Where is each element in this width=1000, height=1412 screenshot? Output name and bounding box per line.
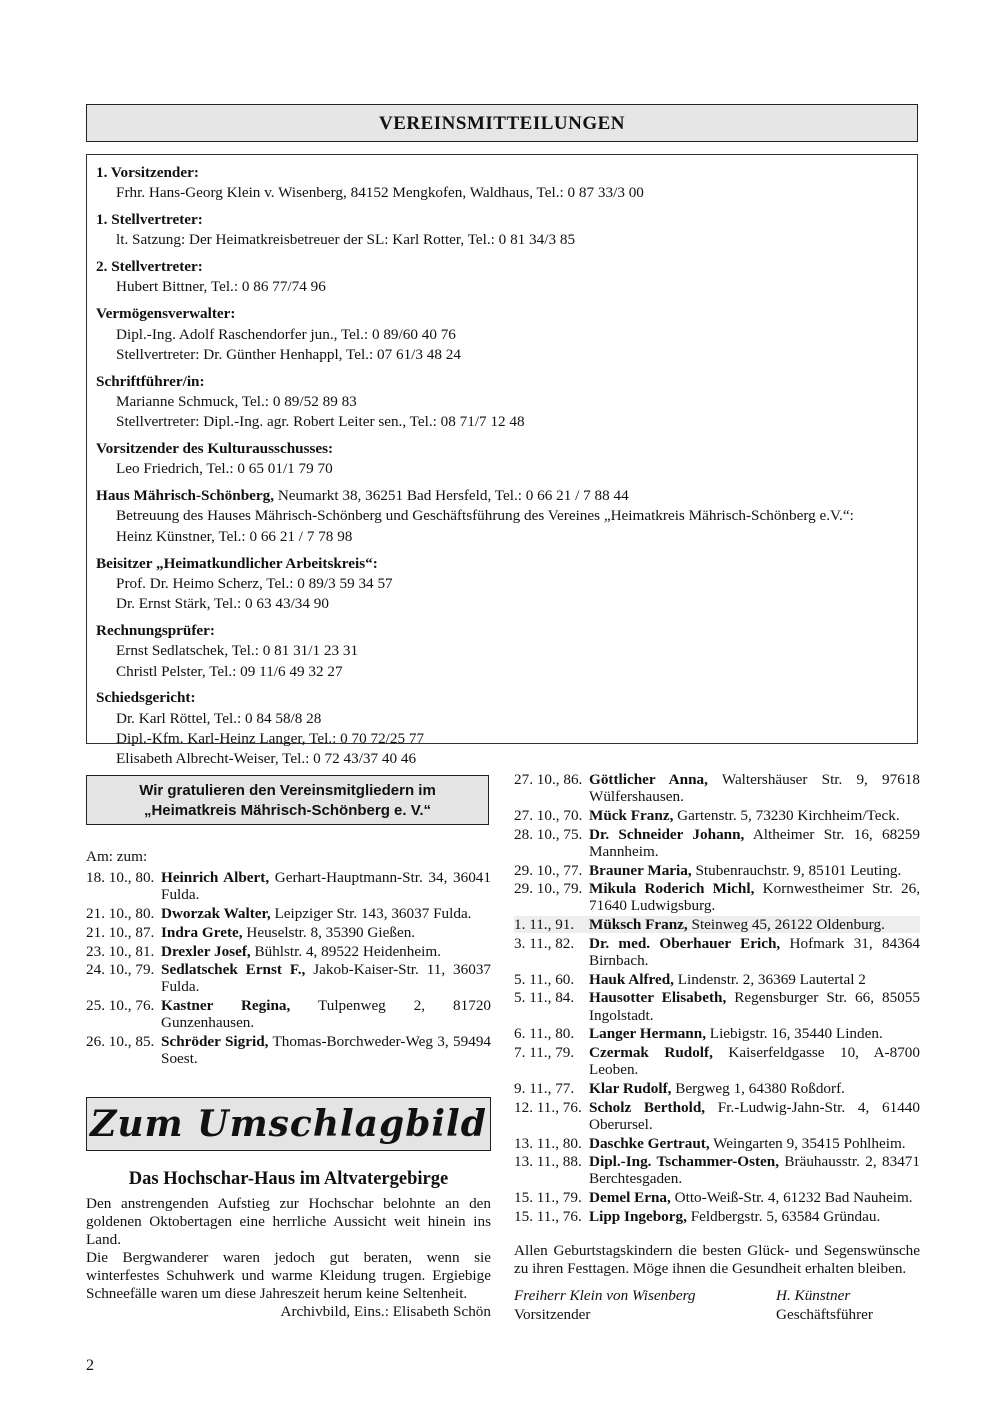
birthday-row bbox=[514, 1080, 920, 1097]
birthday-date: 13. 11., 80. bbox=[514, 1134, 582, 1152]
birthday-entry bbox=[589, 771, 920, 805]
officer-title-line bbox=[96, 554, 906, 574]
birthday-date: 23. 10., 81. bbox=[86, 942, 155, 960]
birthday-date: 28. 10., 75. bbox=[514, 825, 583, 843]
birthday-name: Lipp Ingeborg, bbox=[589, 1207, 687, 1225]
birthday-address: Stubenrauchstr. 9, 85101 Leuting. bbox=[691, 861, 902, 879]
birthday-address: Heuselstr. 8, 35390 Gießen. bbox=[242, 923, 416, 941]
birthday-address: Steinweg 45, 26122 Oldenburg. bbox=[687, 916, 885, 934]
birthday-name: Heinrich Albert, bbox=[161, 869, 270, 887]
officer-section bbox=[96, 304, 906, 365]
birthday-address: Otto-Weiß-Str. 4, 61232 Bad Nauheim. bbox=[670, 1189, 913, 1207]
birthday-row bbox=[86, 997, 491, 1031]
officer-section bbox=[96, 486, 906, 547]
officer-line: Dr. Karl Röttel, Tel.: 0 84 58/8 28 bbox=[116, 709, 322, 727]
officer-section bbox=[96, 554, 906, 615]
birthday-address: Thomas-Borchweder-Weg 3, 59494 Soest. bbox=[161, 1033, 492, 1068]
birthday-row bbox=[86, 869, 491, 903]
birthday-date: 26. 10., 85. bbox=[86, 1033, 155, 1051]
officer-title-line bbox=[96, 372, 906, 392]
cover-heading-box bbox=[86, 1097, 491, 1151]
birthday-name: Dr. Schneider Johann, bbox=[589, 825, 745, 843]
birthday-row bbox=[514, 1189, 920, 1206]
am-zum-label: Am: zum: bbox=[86, 848, 148, 865]
birthday-date: 3. 11., 82. bbox=[514, 934, 575, 952]
birthday-entry bbox=[161, 943, 491, 960]
birthday-list-left bbox=[86, 848, 491, 1069]
birthday-name: Klar Rudolf, bbox=[589, 1079, 672, 1097]
birthday-name: Daschke Gertraut, bbox=[589, 1134, 710, 1152]
birthday-name: Dr. med. Oberhauer Erich, bbox=[589, 934, 781, 952]
birthday-entry bbox=[589, 1025, 920, 1042]
birthday-name: Mück Franz, bbox=[589, 806, 674, 824]
birthday-name: Schröder Sigrid, bbox=[161, 1033, 269, 1051]
officer-title-line bbox=[96, 257, 906, 277]
birthday-entry bbox=[161, 924, 491, 941]
birthday-name: Mikula Roderich Michl, bbox=[589, 880, 755, 898]
birthday-row bbox=[514, 1099, 920, 1133]
officer-line: Ernst Sedlatschek, Tel.: 0 81 31/1 23 31 bbox=[116, 642, 359, 660]
birthday-entry bbox=[589, 935, 920, 969]
birthday-entry bbox=[589, 826, 920, 860]
officer-line: Christl Pelster, Tel.: 09 11/6 49 32 27 bbox=[116, 662, 343, 680]
birthday-entry bbox=[161, 1033, 491, 1067]
birthday-row bbox=[86, 905, 491, 922]
birthday-row bbox=[86, 961, 491, 995]
birthday-entry bbox=[589, 807, 920, 824]
birthday-name: Göttlicher Anna, bbox=[589, 771, 708, 788]
officer-section bbox=[96, 688, 906, 769]
birthday-entry bbox=[589, 1044, 920, 1078]
birthday-address: Hofmark 31, 84364 Birnbach. bbox=[589, 934, 920, 970]
birthday-address: Gerhart-Hauptmann-Str. 34, 36041 Fulda. bbox=[161, 869, 491, 904]
cover-paragraph-2: Die Bergwanderer waren jedoch gut beraten, wenn sie winterfestes Schuhwerk und warme Kleidung trugen. Ergiebige Schneefälle waren um diese Jahreszeit herum keine Seltenheit. bbox=[86, 1249, 491, 1302]
signature-left-role: Vorsitzender bbox=[514, 1305, 591, 1323]
closing-text: Allen Geburtstagskindern die besten Glück- und Segenswünsche zu ihren Festtagen. Möge ihnen die Gesundheit erhalten bleiben. bbox=[514, 1242, 920, 1277]
officer-title: 2. Stellvertreter: bbox=[96, 258, 203, 276]
birthday-date: 5. 11., 84. bbox=[514, 989, 575, 1007]
birthday-entry bbox=[589, 971, 920, 988]
birthday-name: Müksch Franz, bbox=[589, 916, 688, 934]
birthday-date: 27. 10., 86. bbox=[514, 771, 583, 788]
congrats-box bbox=[86, 775, 489, 825]
officer-title: 1. Vorsitzender: bbox=[96, 164, 199, 181]
birthday-row bbox=[514, 771, 920, 805]
page-number: 2 bbox=[86, 1357, 94, 1374]
birthday-date: 29. 10., 77. bbox=[514, 861, 583, 879]
birthday-row bbox=[514, 1153, 920, 1187]
birthday-name: Czermak Rudolf, bbox=[589, 1044, 713, 1062]
birthday-address: Bergweg 1, 64380 Roßdorf. bbox=[671, 1079, 845, 1097]
congrats-line-1: Wir gratulieren den Vereinsmitgliedern im bbox=[139, 782, 436, 799]
birthday-entry bbox=[161, 997, 491, 1031]
birthday-date: 18. 10., 80. bbox=[86, 869, 155, 887]
birthday-row bbox=[86, 943, 491, 960]
officer-title-line bbox=[96, 621, 906, 641]
birthday-address: Fr.-Ludwig-Jahn-Str. 4, 61440 Oberursel. bbox=[589, 1098, 920, 1133]
birthday-entry bbox=[161, 961, 491, 995]
birthday-name: Scholz Berthold, bbox=[589, 1098, 706, 1116]
officer-line: Stellvertreter: Dr. Günther Henhappl, Tel.: 07 61/3 48 24 bbox=[116, 345, 461, 363]
birthday-entry bbox=[589, 1099, 920, 1133]
birthday-date: 6. 11., 80. bbox=[514, 1025, 575, 1043]
birthday-row bbox=[514, 807, 920, 824]
officer-section bbox=[96, 621, 906, 682]
birthday-row bbox=[514, 862, 920, 879]
birthday-entry bbox=[589, 1189, 920, 1206]
officer-section bbox=[96, 372, 906, 433]
cover-credit: Archivbild, Eins.: Elisabeth Schön bbox=[280, 1303, 491, 1320]
birthday-row bbox=[514, 1135, 920, 1152]
officer-section bbox=[96, 257, 906, 298]
officer-section bbox=[96, 210, 906, 251]
birthday-list-right bbox=[514, 771, 920, 1227]
officer-line: Elisabeth Albrecht-Weiser, Tel.: 0 72 43/37 40 46 bbox=[116, 750, 417, 768]
officer-title: Vermögensverwalter: bbox=[96, 305, 236, 323]
birthday-name: Langer Hermann, bbox=[589, 1025, 706, 1043]
birthday-address: Kornwestheimer Str. 26, 71640 Ludwigsburg. bbox=[589, 880, 921, 915]
birthday-date: 25. 10., 76. bbox=[86, 997, 155, 1015]
section-header-box bbox=[86, 104, 918, 142]
officer-title-line bbox=[96, 210, 906, 230]
birthday-row bbox=[86, 924, 491, 941]
birthday-address: Altheimer Str. 16, 68259 Mannheim. bbox=[589, 825, 920, 860]
cover-paragraph-1: Den anstrengenden Aufstieg zur Hochschar belohnte an den goldenen Oktobertagen eine herrliche Aussicht weit hinein ins Land. bbox=[86, 1195, 491, 1248]
birthday-address: Weingarten 9, 35415 Pohlheim. bbox=[709, 1134, 906, 1152]
officer-title-line bbox=[96, 486, 906, 506]
section-title: VEREINSMITTEILUNGEN bbox=[379, 113, 625, 134]
birthday-address: Feldbergstr. 5, 63584 Gründau. bbox=[686, 1207, 881, 1225]
birthday-entry bbox=[161, 905, 491, 922]
birthday-date: 24. 10., 79. bbox=[86, 961, 155, 979]
officer-title-line bbox=[96, 163, 906, 183]
officer-title: Beisitzer „Heimatkundlicher Arbeitskreis“: bbox=[96, 554, 378, 572]
officer-line: Frhr. Hans-Georg Klein v. Wisenberg, 84152 Mengkofen, Waldhaus, Tel.: 0 87 33/3 00 bbox=[116, 184, 644, 202]
birthday-row bbox=[514, 826, 920, 860]
birthday-row bbox=[514, 880, 920, 914]
birthday-entry bbox=[589, 916, 920, 933]
signature-left-name: Freiherr Klein von Wisenberg bbox=[514, 1287, 696, 1304]
officer-title: Haus Mährisch-Schönberg, bbox=[96, 487, 275, 505]
birthday-row bbox=[514, 916, 920, 933]
officer-line: Heinz Künstner, Tel.: 0 66 21 / 7 78 98 bbox=[116, 527, 353, 545]
congrats-line-2: „Heimatkreis Mährisch-Schönberg e. V.“ bbox=[143, 802, 432, 819]
cover-title: Das Hochschar-Haus im Altvatergebirge bbox=[128, 1169, 449, 1189]
birthday-address: Tulpenweg 2, 81720 Gunzenhausen. bbox=[161, 997, 492, 1032]
birthday-date: 5. 11., 60. bbox=[514, 970, 575, 988]
officer-title-line bbox=[96, 439, 906, 459]
birthday-date: 7. 11., 79. bbox=[514, 1044, 575, 1062]
birthday-name: Dipl.-Ing. Tschammer-Osten, bbox=[589, 1153, 780, 1171]
birthday-date: 15. 11., 76. bbox=[514, 1207, 582, 1225]
birthday-row bbox=[86, 1033, 491, 1067]
birthday-entry bbox=[589, 1208, 920, 1225]
birthday-date: 29. 10., 79. bbox=[514, 880, 583, 898]
birthday-row bbox=[514, 1044, 920, 1078]
birthday-address: Waltershäuser Str. 9, 97618 Wülfershausen. bbox=[589, 771, 920, 806]
officer-line: Dr. Ernst Stärk, Tel.: 0 63 43/34 90 bbox=[116, 595, 329, 613]
birthday-name: Hauk Alfred, bbox=[589, 970, 674, 988]
birthday-address: Bräuhausstr. 2, 83471 Berchtesgaden. bbox=[589, 1153, 920, 1188]
officer-line: Prof. Dr. Heimo Scherz, Tel.: 0 89/3 59 34 57 bbox=[116, 574, 393, 592]
birthday-entry bbox=[589, 1153, 920, 1187]
birthday-name: Demel Erna, bbox=[589, 1189, 671, 1207]
birthday-entry bbox=[589, 862, 920, 879]
birthday-address: Bühlstr. 4, 89522 Heidenheim. bbox=[250, 942, 441, 960]
birthday-date: 9. 11., 77. bbox=[514, 1079, 575, 1097]
birthday-name: Kastner Regina, bbox=[161, 997, 291, 1015]
birthday-date: 13. 11., 88. bbox=[514, 1153, 582, 1171]
officer-title-rest: Neumarkt 38, 36251 Bad Hersfeld, Tel.: 0 66 21 / 7 88 44 bbox=[274, 487, 629, 505]
officer-title: Rechnungsprüfer: bbox=[96, 621, 215, 639]
officer-section bbox=[96, 163, 906, 204]
birthday-row bbox=[514, 935, 920, 969]
officer-line: lt. Satzung: Der Heimatkreisbetreuer der SL: Karl Rotter, Tel.: 0 81 34/3 85 bbox=[116, 231, 576, 249]
birthday-entry bbox=[589, 880, 920, 914]
birthday-row bbox=[514, 971, 920, 988]
birthday-date: 1. 11., 91. bbox=[514, 916, 575, 934]
birthday-row bbox=[514, 1208, 920, 1225]
cover-text bbox=[86, 1195, 491, 1321]
officer-title: Vorsitzender des Kulturausschusses: bbox=[96, 440, 334, 458]
birthday-address: Regensburger Str. 66, 85055 Ingolstadt. bbox=[589, 989, 920, 1024]
birthday-entry bbox=[589, 1135, 920, 1152]
officer-line: Dipl.-Ing. Adolf Raschendorfer jun., Tel.: 0 89/60 40 76 bbox=[116, 325, 456, 343]
officer-line: Leo Friedrich, Tel.: 0 65 01/1 79 70 bbox=[116, 460, 333, 478]
birthday-name: Hausotter Elisabeth, bbox=[589, 989, 727, 1007]
birthday-address: Liebigstr. 16, 35440 Linden. bbox=[706, 1025, 883, 1043]
birthday-date: 21. 10., 87. bbox=[86, 923, 155, 941]
signature-right-name: H. Künstner bbox=[776, 1287, 851, 1304]
birthday-date: 27. 10., 70. bbox=[514, 806, 583, 824]
birthday-name: Dworzak Walter, bbox=[161, 905, 271, 923]
officer-section bbox=[96, 439, 906, 480]
officer-line: Stellvertreter: Dipl.-Ing. agr. Robert Leiter sen., Tel.: 08 71/7 12 48 bbox=[116, 413, 525, 431]
closing-block bbox=[514, 1242, 920, 1324]
birthday-date: 21. 10., 80. bbox=[86, 905, 155, 923]
officer-title: Schiedsgericht: bbox=[96, 689, 196, 707]
officer-line: Betreuung des Hauses Mährisch-Schönberg und Geschäftsführung des Vereines „Heimatkreis Mährisch-Schönberg e.V.“: bbox=[116, 507, 854, 525]
officer-line: Hubert Bittner, Tel.: 0 86 77/74 96 bbox=[116, 278, 326, 296]
signature-right-role: Geschäftsführer bbox=[776, 1305, 873, 1323]
birthday-address: Lindenstr. 2, 36369 Lautertal 2 bbox=[673, 970, 866, 988]
birthday-date: 15. 11., 79. bbox=[514, 1189, 582, 1207]
birthday-entry bbox=[589, 1080, 920, 1097]
birthday-name: Drexler Josef, bbox=[161, 942, 251, 960]
birthday-address: Gartenstr. 5, 73230 Kirchheim/Teck. bbox=[673, 806, 900, 824]
birthday-name: Brauner Maria, bbox=[589, 861, 692, 879]
officer-title: 1. Stellvertreter: bbox=[96, 211, 203, 229]
birthday-address: Jakob-Kaiser-Str. 11, 36037 Fulda. bbox=[161, 961, 492, 996]
officer-title-line bbox=[96, 304, 906, 324]
officer-title: Schriftführer/in: bbox=[96, 372, 205, 390]
birthday-row bbox=[514, 989, 920, 1023]
birthday-name: Sedlatschek Ernst F., bbox=[161, 961, 306, 979]
birthday-address: Kaiserfeldgasse 10, A-8700 Leoben. bbox=[589, 1044, 920, 1079]
cover-heading: Zum Umschlagbild bbox=[90, 1103, 487, 1145]
birthday-entry bbox=[589, 989, 920, 1023]
officers-list bbox=[96, 163, 906, 776]
birthday-entry bbox=[161, 869, 491, 903]
officer-title-line bbox=[96, 688, 906, 708]
birthday-date: 12. 11., 76. bbox=[514, 1098, 582, 1116]
birthday-name: Indra Grete, bbox=[161, 923, 243, 941]
birthday-row bbox=[514, 1025, 920, 1042]
birthday-address: Leipziger Str. 143, 36037 Fulda. bbox=[270, 905, 472, 923]
officer-line: Marianne Schmuck, Tel.: 0 89/52 89 83 bbox=[116, 392, 357, 410]
officer-line: Dipl.-Kfm. Karl-Heinz Langer, Tel.: 0 70 72/25 77 bbox=[116, 729, 425, 747]
